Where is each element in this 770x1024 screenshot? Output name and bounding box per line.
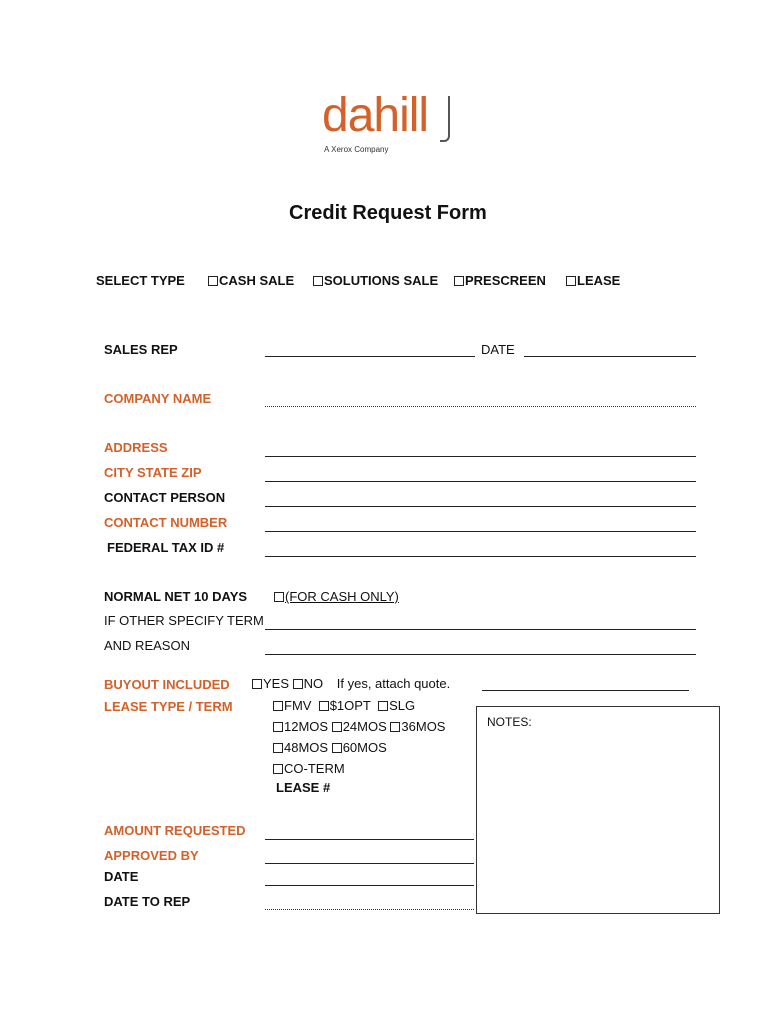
- solutions-sale-checkbox[interactable]: [313, 276, 323, 286]
- dahill-logo: [322, 88, 452, 158]
- bottom-date-label: DATE: [104, 869, 139, 884]
- logo-bracket: [440, 96, 450, 142]
- amount-requested-label: AMOUNT REQUESTED: [104, 823, 246, 838]
- prescreen-label: PRESCREEN: [465, 273, 546, 288]
- buyout-yes-option[interactable]: [252, 676, 289, 691]
- term-24mos-option[interactable]: [332, 719, 387, 734]
- select-type-label: SELECT TYPE: [96, 273, 185, 288]
- buyout-field[interactable]: [482, 690, 689, 691]
- reason-field[interactable]: [265, 654, 696, 655]
- contact-number-field[interactable]: [265, 531, 696, 532]
- term-12mos-option[interactable]: [273, 719, 328, 734]
- contact-person-label: CONTACT PERSON: [104, 490, 226, 505]
- slg-label: SLG: [389, 698, 416, 713]
- term-60mos-label: 60MOS: [342, 740, 387, 755]
- lease-type-term-label: LEASE TYPE / TERM: [104, 699, 233, 714]
- cash-only-label: (FOR CASH ONLY): [285, 589, 399, 604]
- fmv-label: FMV: [284, 698, 312, 713]
- coterm-checkbox[interactable]: [273, 764, 283, 774]
- logo-tagline: A Xerox Company: [324, 145, 389, 154]
- notes-box[interactable]: [476, 706, 720, 914]
- approved-by-label: APPROVED BY: [104, 848, 199, 863]
- lease-term-row-2: [273, 740, 387, 755]
- sales-rep-label: SALES REP: [104, 342, 178, 357]
- and-reason-label: AND REASON: [104, 638, 190, 653]
- city-state-zip-field[interactable]: [265, 481, 696, 482]
- term-24mos-label: 24MOS: [342, 719, 387, 734]
- bottom-date-field[interactable]: [265, 885, 474, 886]
- buyout-options: [252, 676, 450, 691]
- cash-only-option[interactable]: [274, 589, 399, 604]
- term-12mos-checkbox[interactable]: [273, 722, 283, 732]
- buyout-included-label: BUYOUT INCLUDED: [104, 677, 230, 692]
- page-title: Credit Request Form: [289, 202, 487, 224]
- prescreen-checkbox[interactable]: [454, 276, 464, 286]
- solutions-sale-label: SOLUTIONS SALE: [324, 273, 439, 288]
- term-36mos-label: 36MOS: [401, 719, 446, 734]
- lease-label: LEASE: [577, 273, 621, 288]
- slg-checkbox[interactable]: [378, 701, 388, 711]
- term-12mos-label: 12MOS: [284, 719, 329, 734]
- one-dollar-opt-checkbox[interactable]: [319, 701, 329, 711]
- fmv-checkbox[interactable]: [273, 701, 283, 711]
- approved-by-field[interactable]: [265, 863, 474, 864]
- lease-checkbox[interactable]: [566, 276, 576, 286]
- term-60mos-checkbox[interactable]: [332, 743, 342, 753]
- solutions-sale-option[interactable]: [313, 273, 438, 288]
- sales-rep-field[interactable]: [265, 356, 475, 357]
- amount-requested-field[interactable]: [265, 839, 474, 840]
- term-60mos-option[interactable]: [332, 740, 387, 755]
- company-name-field[interactable]: [265, 406, 696, 407]
- other-specify-label: IF OTHER SPECIFY TERM: [104, 613, 264, 628]
- term-24mos-checkbox[interactable]: [332, 722, 342, 732]
- other-specify-field[interactable]: [265, 629, 696, 630]
- term-48mos-label: 48MOS: [284, 740, 329, 755]
- notes-label: NOTES:: [487, 715, 532, 729]
- date-to-rep-field[interactable]: [265, 909, 474, 910]
- prescreen-option[interactable]: [454, 273, 546, 288]
- normal-net-label: NORMAL NET 10 DAYS: [104, 589, 248, 604]
- coterm-option[interactable]: [273, 761, 345, 776]
- company-name-label: COMPANY NAME: [104, 391, 212, 406]
- date-top-label: DATE: [481, 342, 515, 357]
- lease-number-label: LEASE #: [276, 780, 331, 795]
- lease-term-row-1: [273, 719, 445, 734]
- buyout-yes-label: YES: [263, 676, 290, 691]
- date-top-field[interactable]: [524, 356, 696, 357]
- one-dollar-opt-label: $1OPT: [329, 698, 371, 713]
- term-36mos-option[interactable]: [390, 719, 445, 734]
- buyout-yes-checkbox[interactable]: [252, 679, 262, 689]
- buyout-no-option[interactable]: [293, 676, 324, 691]
- cash-sale-checkbox[interactable]: [208, 276, 218, 286]
- term-36mos-checkbox[interactable]: [390, 722, 400, 732]
- cash-sale-label: CASH SALE: [219, 273, 295, 288]
- contact-number-label: CONTACT NUMBER: [104, 515, 228, 530]
- contact-person-field[interactable]: [265, 506, 696, 507]
- buyout-no-label: NO: [303, 676, 324, 691]
- address-field[interactable]: [265, 456, 696, 457]
- federal-tax-id-field[interactable]: [265, 556, 696, 557]
- cash-sale-option[interactable]: [208, 273, 294, 288]
- slg-option[interactable]: [378, 698, 415, 713]
- term-48mos-option[interactable]: [273, 740, 328, 755]
- cash-only-checkbox[interactable]: [274, 592, 284, 602]
- city-state-zip-label: CITY STATE ZIP: [104, 465, 202, 480]
- term-48mos-checkbox[interactable]: [273, 743, 283, 753]
- buyout-no-checkbox[interactable]: [293, 679, 303, 689]
- coterm-label: CO-TERM: [284, 761, 345, 776]
- lease-type-row: [273, 698, 415, 713]
- lease-option[interactable]: [566, 273, 620, 288]
- fmv-option[interactable]: [273, 698, 311, 713]
- logo-wordmark: dahill: [322, 89, 429, 142]
- date-to-rep-label: DATE TO REP: [104, 894, 191, 909]
- buyout-note: If yes, attach quote.: [336, 676, 451, 691]
- one-dollar-opt-option[interactable]: [319, 698, 371, 713]
- address-label: ADDRESS: [104, 440, 168, 455]
- federal-tax-id-label: FEDERAL TAX ID #: [107, 540, 225, 555]
